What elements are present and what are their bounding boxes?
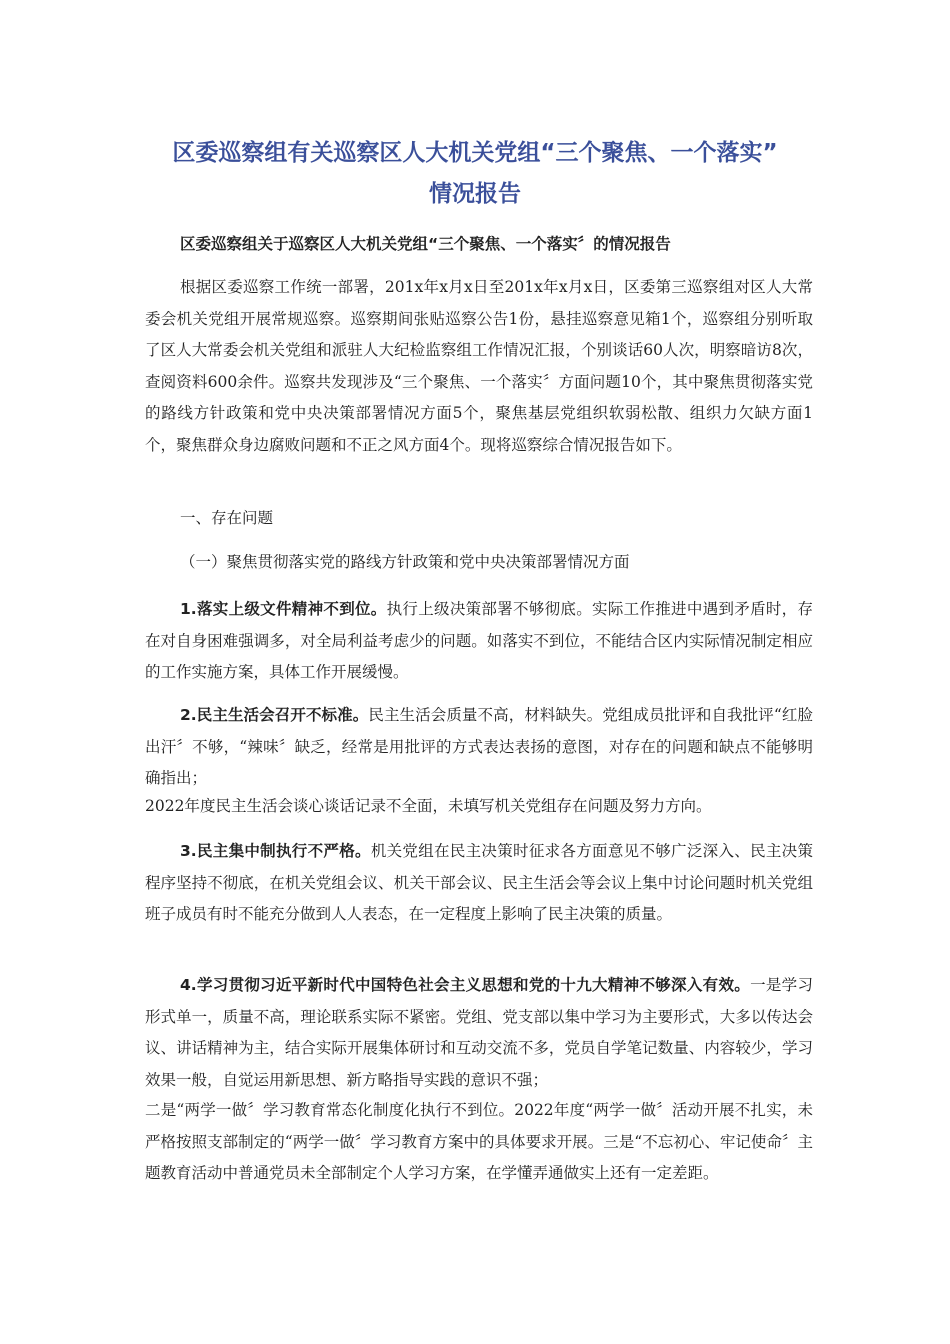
item-3-text: 机关党组在民主决策时征求各方面意见不够广泛深入、民主决策程序坚持不彻底，在机关党组会议、机关干部会议、民主生活会等会议上集中讨论问题时机关党组班子成员有时不能充分做到人人表态，在一定程度上影响了民主决策的质量。 <box>145 842 813 923</box>
item-4-paragraph <box>145 970 813 1096</box>
intro-paragraph: 根据区委巡察工作统一部署，201x年x月x日至201x年x月x日，区委第三巡察组对区人大常委会机关党组开展常规巡察。巡察期间张贴巡察公告1份，悬挂巡察意见箱1个，巡察组分别听取了区人大常委会机关党组和派驻人大纪检监察组工作情况汇报，个别谈话60人次，明察暗访8次，查阅资料600余件。巡察共发现涉及“三个聚焦、一个落实〞方面问题10个，其中聚焦贯彻落实党的路线方针政策和党中央决策部署情况方面5个，聚焦基层党组织软弱松散、组织力欠缺方面1个，聚焦群众身边腐败问题和不正之风方面4个。现将巡察综合情况报告如下。 <box>145 278 813 454</box>
item-4-lead: 4.学习贯彻习近平新时代中国特色社会主义思想和党的十九大精神不够深入有效。 <box>180 976 751 994</box>
document-title-line-2: 情况报告 <box>429 181 521 207</box>
item-1-paragraph <box>145 594 813 689</box>
document-title-line-1: 区委巡察组有关巡察区人大机关党组“三个聚焦、一个落实” <box>172 140 778 166</box>
item-1-text: 执行上级决策部署不够彻底。实际工作推进中遇到矛盾时，存在对自身困难强调多，对全局利益考虑少的问题。如落实不到位，不能结合区内实际情况制定相应的工作实施方案，具体工作开展缓慢。 <box>145 600 813 681</box>
item-2-continuation: 2022年度民主生活会谈心谈话记录不全面，未填写机关党组存在问题及努力方向。 <box>145 797 712 815</box>
item-2-lead: 2.民主生活会召开不标准。 <box>180 706 369 724</box>
item-2-paragraph <box>145 700 813 795</box>
report-subtitle: 区委巡察组关于巡察区人大机关党组“三个聚焦、一个落实〞的情况报告 <box>180 235 671 253</box>
subsection-heading: （一）聚焦贯彻落实党的路线方针政策和党中央决策部署情况方面 <box>180 553 630 571</box>
item-3-lead: 3.民主集中制执行不严格。 <box>180 842 371 860</box>
item-4-continuation: 二是“两学一做〞学习教育常态化制度化执行不到位。2022年度“两学一做〞活动开展不扎实，未严格按照支部制定的“两学一做〞学习教育方案中的具体要求开展。三是“不忘初心、牢记使命〞主题教育活动中普通党员未全部制定个人学习方案，在学懂弄通做实上还有一定差距。 <box>145 1101 813 1182</box>
item-1-lead: 1.落实上级文件精神不到位。 <box>180 600 387 618</box>
item-2-text: 民主生活会质量不高，材料缺失。党组成员批评和自我批评“红脸出汗〞不够，“辣味〞缺乏，经常是用批评的方式表达表扬的意图，对存在的问题和缺点不能够明确指出； <box>145 706 813 787</box>
section-heading: 一、存在问题 <box>180 509 274 527</box>
item-4-text: 一是学习形式单一，质量不高，理论联系实际不紧密。党组、党支部以集中学习为主要形式，大多以传达会议、讲话精神为主，结合实际开展集体研讨和互动交流不多，党员自学笔记数量、内容较少，学习效果一般，自觉运用新思想、新方略指导实践的意识不强； <box>145 976 813 1089</box>
item-3-paragraph <box>145 836 813 931</box>
